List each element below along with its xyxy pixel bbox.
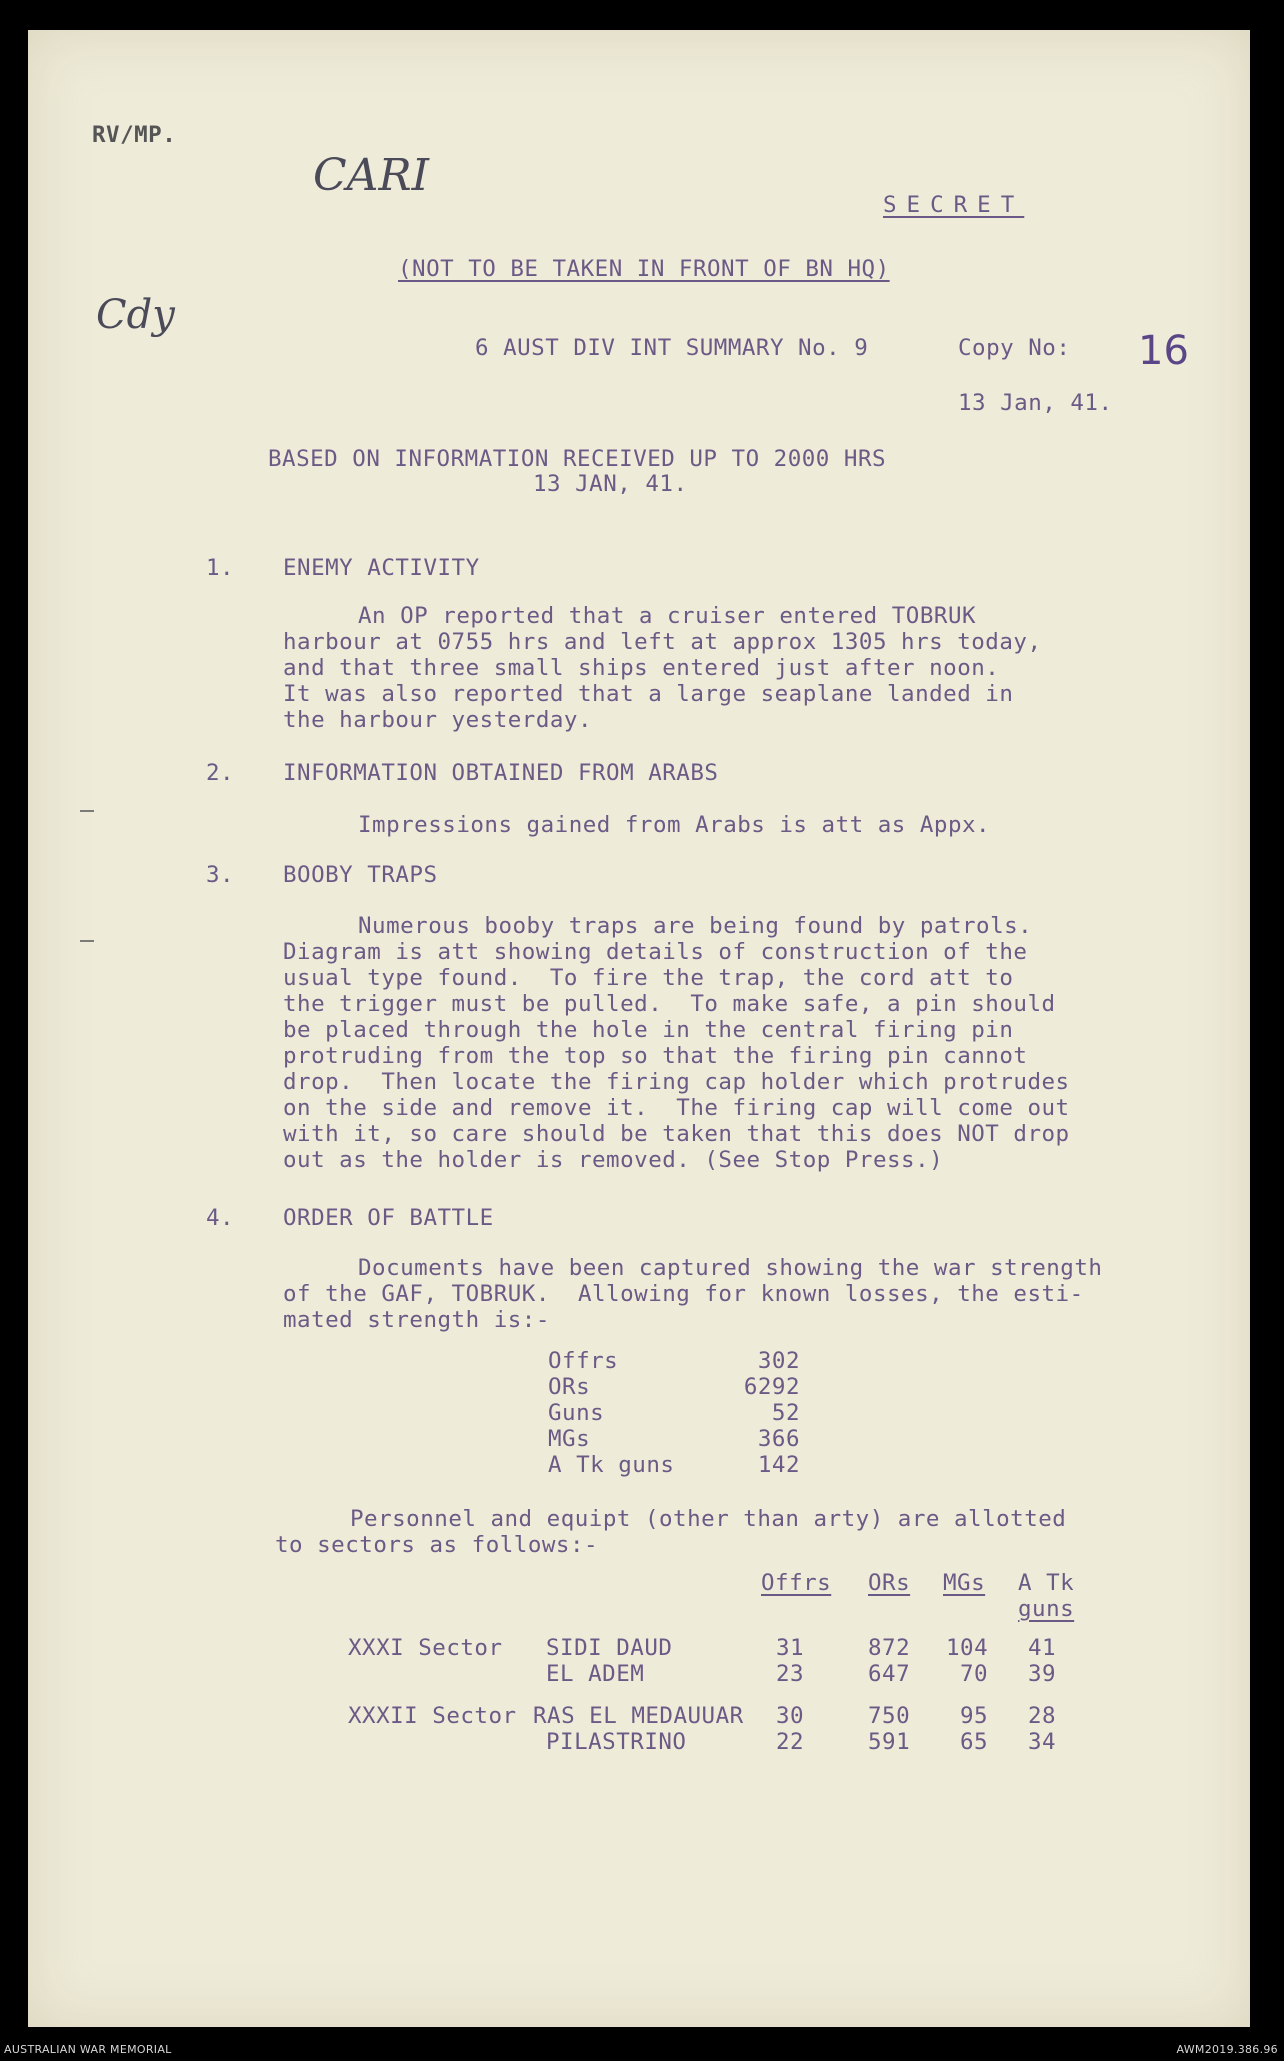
basis-line-1: BASED ON INFORMATION RECEIVED UP TO 2000 HRS bbox=[268, 446, 887, 472]
offrs-value: 31 bbox=[776, 1635, 805, 1661]
section-heading: INFORMATION OBTAINED FROM ARABS bbox=[283, 760, 719, 786]
atk-value: 41 bbox=[1028, 1635, 1057, 1661]
paragraph-line: Documents have been captured showing the war strength bbox=[358, 1255, 1103, 1281]
section-number: 3. bbox=[206, 862, 235, 888]
paragraph-line: An OP reported that a cruiser entered TOBRUK bbox=[358, 603, 977, 629]
paragraph-line: Numerous booby traps are being found by patrols. bbox=[358, 913, 1033, 939]
classification-marking: SECRET bbox=[883, 192, 1025, 218]
paragraph-line: Diagram is att showing details of construction of the bbox=[283, 939, 1028, 965]
document-date: 13 Jan, 41. bbox=[958, 390, 1113, 416]
place-label: EL ADEM bbox=[546, 1661, 645, 1687]
footer-institution: AUSTRALIAN WAR MEMORIAL bbox=[4, 2043, 172, 2056]
strength-label: MGs bbox=[548, 1426, 591, 1452]
table-row bbox=[548, 1400, 812, 1426]
mgs-value: 65 bbox=[960, 1729, 989, 1755]
paragraph-line: on the side and remove it. The firing cap will come out bbox=[283, 1095, 1070, 1121]
basis-line-2: 13 JAN, 41. bbox=[533, 471, 688, 497]
paragraph-line: harbour at 0755 hrs and left at approx 1305 hrs today, bbox=[283, 629, 1042, 655]
sector-label: XXXI Sector bbox=[348, 1635, 503, 1661]
file-reference: RV/MP. bbox=[92, 122, 177, 148]
strength-label: Offrs bbox=[548, 1348, 619, 1374]
strength-label: Guns bbox=[548, 1400, 605, 1426]
mgs-value: 104 bbox=[946, 1635, 989, 1661]
paragraph-line: Impressions gained from Arabs is att as Appx. bbox=[358, 812, 991, 838]
ors-value: 872 bbox=[868, 1635, 911, 1661]
section-heading: ENEMY ACTIVITY bbox=[283, 555, 480, 581]
paragraph-line: be placed through the hole in the central firing pin bbox=[283, 1017, 1014, 1043]
strength-table bbox=[548, 1348, 812, 1478]
atk-value: 28 bbox=[1028, 1703, 1057, 1729]
handwritten-initials: Cdy bbox=[96, 292, 175, 338]
paragraph-line: with it, so care should be taken that this does NOT drop bbox=[283, 1121, 1070, 1147]
strength-value: 142 bbox=[757, 1452, 800, 1478]
sector-label: XXXII Sector bbox=[348, 1703, 517, 1729]
section-number: 1. bbox=[206, 555, 235, 581]
atk-value: 34 bbox=[1028, 1729, 1057, 1755]
table-row bbox=[548, 1452, 812, 1478]
paragraph-line: Personnel and equipt (other than arty) are allotted bbox=[350, 1506, 1067, 1532]
summary-title: 6 AUST DIV INT SUMMARY No. 9 bbox=[475, 335, 869, 361]
strength-value: 302 bbox=[757, 1348, 800, 1374]
column-header-offrs: Offrs bbox=[761, 1570, 832, 1596]
strength-label: ORs bbox=[548, 1374, 591, 1400]
offrs-value: 23 bbox=[776, 1661, 805, 1687]
table-row bbox=[548, 1426, 812, 1452]
paragraph-line: usual type found. To fire the trap, the cord att to bbox=[283, 965, 1014, 991]
mgs-value: 70 bbox=[960, 1661, 989, 1687]
copy-number-stamp: 16 bbox=[1138, 328, 1189, 374]
restriction-note: (NOT TO BE TAKEN IN FRONT OF BN HQ) bbox=[398, 256, 890, 282]
paragraph-line: mated strength is:- bbox=[283, 1307, 550, 1333]
paragraph-line: of the GAF, TOBRUK. Allowing for known losses, the esti- bbox=[283, 1281, 1084, 1307]
punch-mark bbox=[80, 810, 94, 812]
paragraph-line: the harbour yesterday. bbox=[283, 707, 593, 733]
place-label: PILASTRINO bbox=[546, 1729, 687, 1755]
column-header-guns: guns bbox=[1018, 1596, 1075, 1622]
section-heading: ORDER OF BATTLE bbox=[283, 1205, 494, 1231]
column-header-mgs: MGs bbox=[943, 1570, 986, 1596]
place-label: RAS EL MEDAUUAR bbox=[533, 1703, 744, 1729]
paragraph-line: drop. Then locate the firing cap holder which protrudes bbox=[283, 1069, 1070, 1095]
punch-mark bbox=[80, 940, 94, 942]
offrs-value: 30 bbox=[776, 1703, 805, 1729]
paragraph-line: to sectors as follows:- bbox=[275, 1532, 599, 1558]
mgs-value: 95 bbox=[960, 1703, 989, 1729]
paragraph-line: It was also reported that a large seaplane landed in bbox=[283, 681, 1014, 707]
place-label: SIDI DAUD bbox=[546, 1635, 673, 1661]
footer-accession-number: AWM2019.386.96 bbox=[1176, 2043, 1278, 2056]
paragraph-line: out as the holder is removed. (See Stop Press.) bbox=[283, 1147, 944, 1173]
section-number: 2. bbox=[206, 760, 235, 786]
table-row bbox=[548, 1348, 812, 1374]
offrs-value: 22 bbox=[776, 1729, 805, 1755]
ors-value: 591 bbox=[868, 1729, 911, 1755]
atk-value: 39 bbox=[1028, 1661, 1057, 1687]
section-heading: BOOBY TRAPS bbox=[283, 862, 438, 888]
strength-value: 366 bbox=[757, 1426, 800, 1452]
strength-label: A Tk guns bbox=[548, 1452, 675, 1478]
column-header-ors: ORs bbox=[868, 1570, 911, 1596]
copy-label: Copy No: bbox=[958, 335, 1071, 361]
paragraph-line: and that three small ships entered just after noon. bbox=[283, 655, 1000, 681]
document-page bbox=[28, 30, 1250, 2027]
column-header-atk: A Tk bbox=[1018, 1570, 1075, 1596]
strength-value: 6292 bbox=[743, 1374, 800, 1400]
section-number: 4. bbox=[206, 1205, 235, 1231]
ors-value: 647 bbox=[868, 1661, 911, 1687]
handwritten-note: CARI bbox=[313, 150, 429, 201]
table-row bbox=[548, 1374, 812, 1400]
ors-value: 750 bbox=[868, 1703, 911, 1729]
paragraph-line: the trigger must be pulled. To make safe, a pin should bbox=[283, 991, 1056, 1017]
paragraph-line: protruding from the top so that the firing pin cannot bbox=[283, 1043, 1028, 1069]
strength-value: 52 bbox=[771, 1400, 800, 1426]
